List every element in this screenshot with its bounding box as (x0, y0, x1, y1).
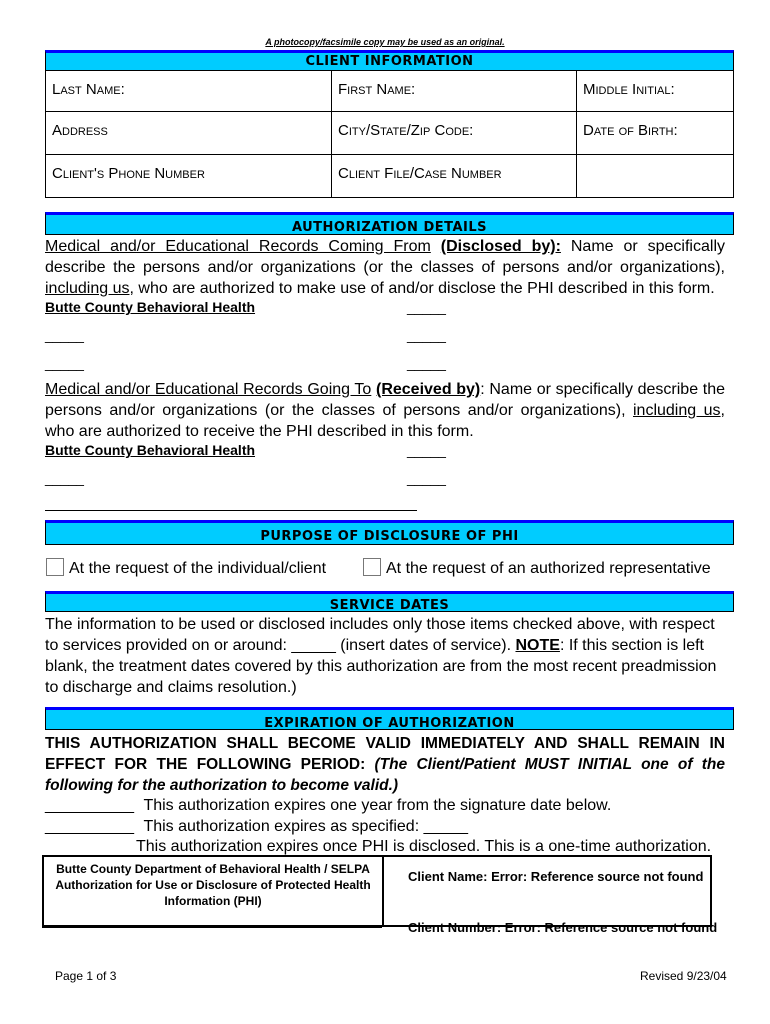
expiration-option-3-text: This authorization expires once PHI is disclosed. This is a one-time authorization. (136, 838, 712, 855)
received-by-blank-1[interactable]: _____ (407, 442, 446, 458)
file-case-number-label: Client File/Case Number (338, 165, 502, 182)
first-name-label: First Name: (338, 81, 416, 98)
received-by-line[interactable] (45, 510, 417, 511)
representative-request-label: At the request of an authorized representative (386, 560, 711, 577)
expiration-option-2 (45, 816, 725, 837)
client-information-header: CLIENT INFORMATION (45, 50, 734, 71)
expiration-italic: (The Client/Patient MUST INITIAL one of the following for the authorization to become valid.) (45, 756, 726, 794)
date-of-birth-field[interactable] (577, 112, 734, 155)
expiration-option-2-blank[interactable]: __________ (45, 818, 134, 835)
expiration-header: EXPIRATION OF AUTHORIZATION (45, 707, 734, 730)
from-tail: , who are authorized to make use of and/or disclose the PHI described in this form. (129, 280, 715, 297)
address-field[interactable] (46, 112, 332, 155)
received-by-entity: Butte County Behavioral Health (45, 442, 256, 458)
individual-request-checkbox[interactable] (46, 558, 64, 576)
service-dates-text1: The information to be used or disclosed includes only those items checked above, with respect to services provided on or around: _____ (insert dates of service). (45, 616, 715, 654)
disclosed-by-paragraph (45, 236, 725, 299)
service-dates-note: NOTE (515, 637, 560, 654)
empty-cell[interactable] (577, 155, 734, 198)
representative-request-checkbox[interactable] (363, 558, 381, 576)
to-tail: , who are authorized to receive the PHI described in this form. (45, 402, 725, 440)
footer-client-number: Client Number: Error: Reference source not found (408, 922, 718, 934)
including-us-1: including us (45, 280, 130, 297)
received-by-paragraph (45, 379, 725, 442)
client-information-table (45, 70, 734, 198)
disclosed-by-blank-4[interactable]: _____ (45, 355, 84, 371)
service-dates-text2: : If this section is left blank, the treatment dates covered by this authorization are from the most recent preadmission to discharge and claims resolution.) (45, 637, 717, 696)
service-dates-paragraph (45, 614, 725, 698)
middle-initial-field[interactable] (577, 71, 734, 112)
to-text: : Name or specifically describe the persons and/or organizations (or the classes of persons and/or organizations), (45, 381, 726, 419)
disclosed-by-blank-5[interactable]: _____ (407, 355, 446, 371)
middle-initial-label: Middle Initial: (583, 81, 675, 98)
page-number: Page 1 of 3 (55, 969, 117, 983)
disclosed-by-blank-2[interactable]: _____ (45, 327, 84, 343)
address-label: Address (52, 122, 108, 139)
to-lead: Medical and/or Educational Records Going To (45, 381, 372, 398)
from-text: Name or specifically describe the persons and/or organizations (or the classes of persons and/or organizations), (45, 238, 725, 276)
service-dates-header: SERVICE DATES (45, 591, 734, 612)
last-name-label: Last Name: (52, 81, 125, 98)
received-by-blank-3[interactable]: _____ (407, 470, 446, 486)
footer-client-name: Client Name: Error: Reference source not found (408, 869, 704, 884)
city-state-zip-label: City/State/Zip Code: (338, 122, 474, 139)
disclosed-by-blank-3[interactable]: _____ (407, 327, 446, 343)
phone-number-field[interactable] (46, 155, 332, 198)
expiration-option-2-text: This authorization expires as specified: _____ (143, 818, 469, 835)
to-bold: (Received by) (376, 381, 481, 398)
date-of-birth-label: Date of Birth: (583, 122, 678, 139)
city-state-zip-field[interactable] (332, 112, 577, 155)
last-name-field[interactable] (46, 71, 332, 112)
expiration-option-1 (45, 795, 725, 816)
first-name-field[interactable] (332, 71, 577, 112)
disclosed-by-entity: Butte County Behavioral Health (45, 299, 256, 315)
expiration-paragraph (45, 733, 725, 796)
footer-bottom-line (42, 927, 382, 928)
expiration-option-1-text: This authorization expires one year from the signature date below. (143, 797, 612, 814)
purpose-header: PURPOSE OF DISCLOSURE OF PHI (45, 520, 734, 545)
phone-number-label: Client's Phone Number (52, 165, 205, 182)
disclosed-by-blank-1[interactable]: _____ (407, 299, 446, 315)
footer-department-title: Butte County Department of Behavioral Health / SELPA Authorization for Use or Disclosure of Protected Health Information (PHI) (44, 857, 384, 925)
revised-date: Revised 9/23/04 (640, 969, 727, 983)
authorization-details-header: AUTHORIZATION DETAILS (45, 212, 734, 235)
including-us-2: including us (633, 402, 721, 419)
expiration-bold: THIS AUTHORIZATION SHALL BECOME VALID IMMEDIATELY AND SHALL REMAIN IN EFFECT FOR THE FOLLOWING PERIOD: (45, 735, 725, 773)
individual-request-label: At the request of the individual/client (69, 560, 327, 577)
from-bold: (Disclosed by): (440, 238, 561, 255)
received-by-blank-2[interactable]: _____ (45, 470, 84, 486)
from-lead: Medical and/or Educational Records Coming From (45, 238, 431, 255)
file-case-number-field[interactable] (332, 155, 577, 198)
expiration-option-1-blank[interactable]: __________ (45, 797, 134, 814)
photocopy-notice: A photocopy/facsimile copy may be used as an original. (265, 37, 505, 47)
